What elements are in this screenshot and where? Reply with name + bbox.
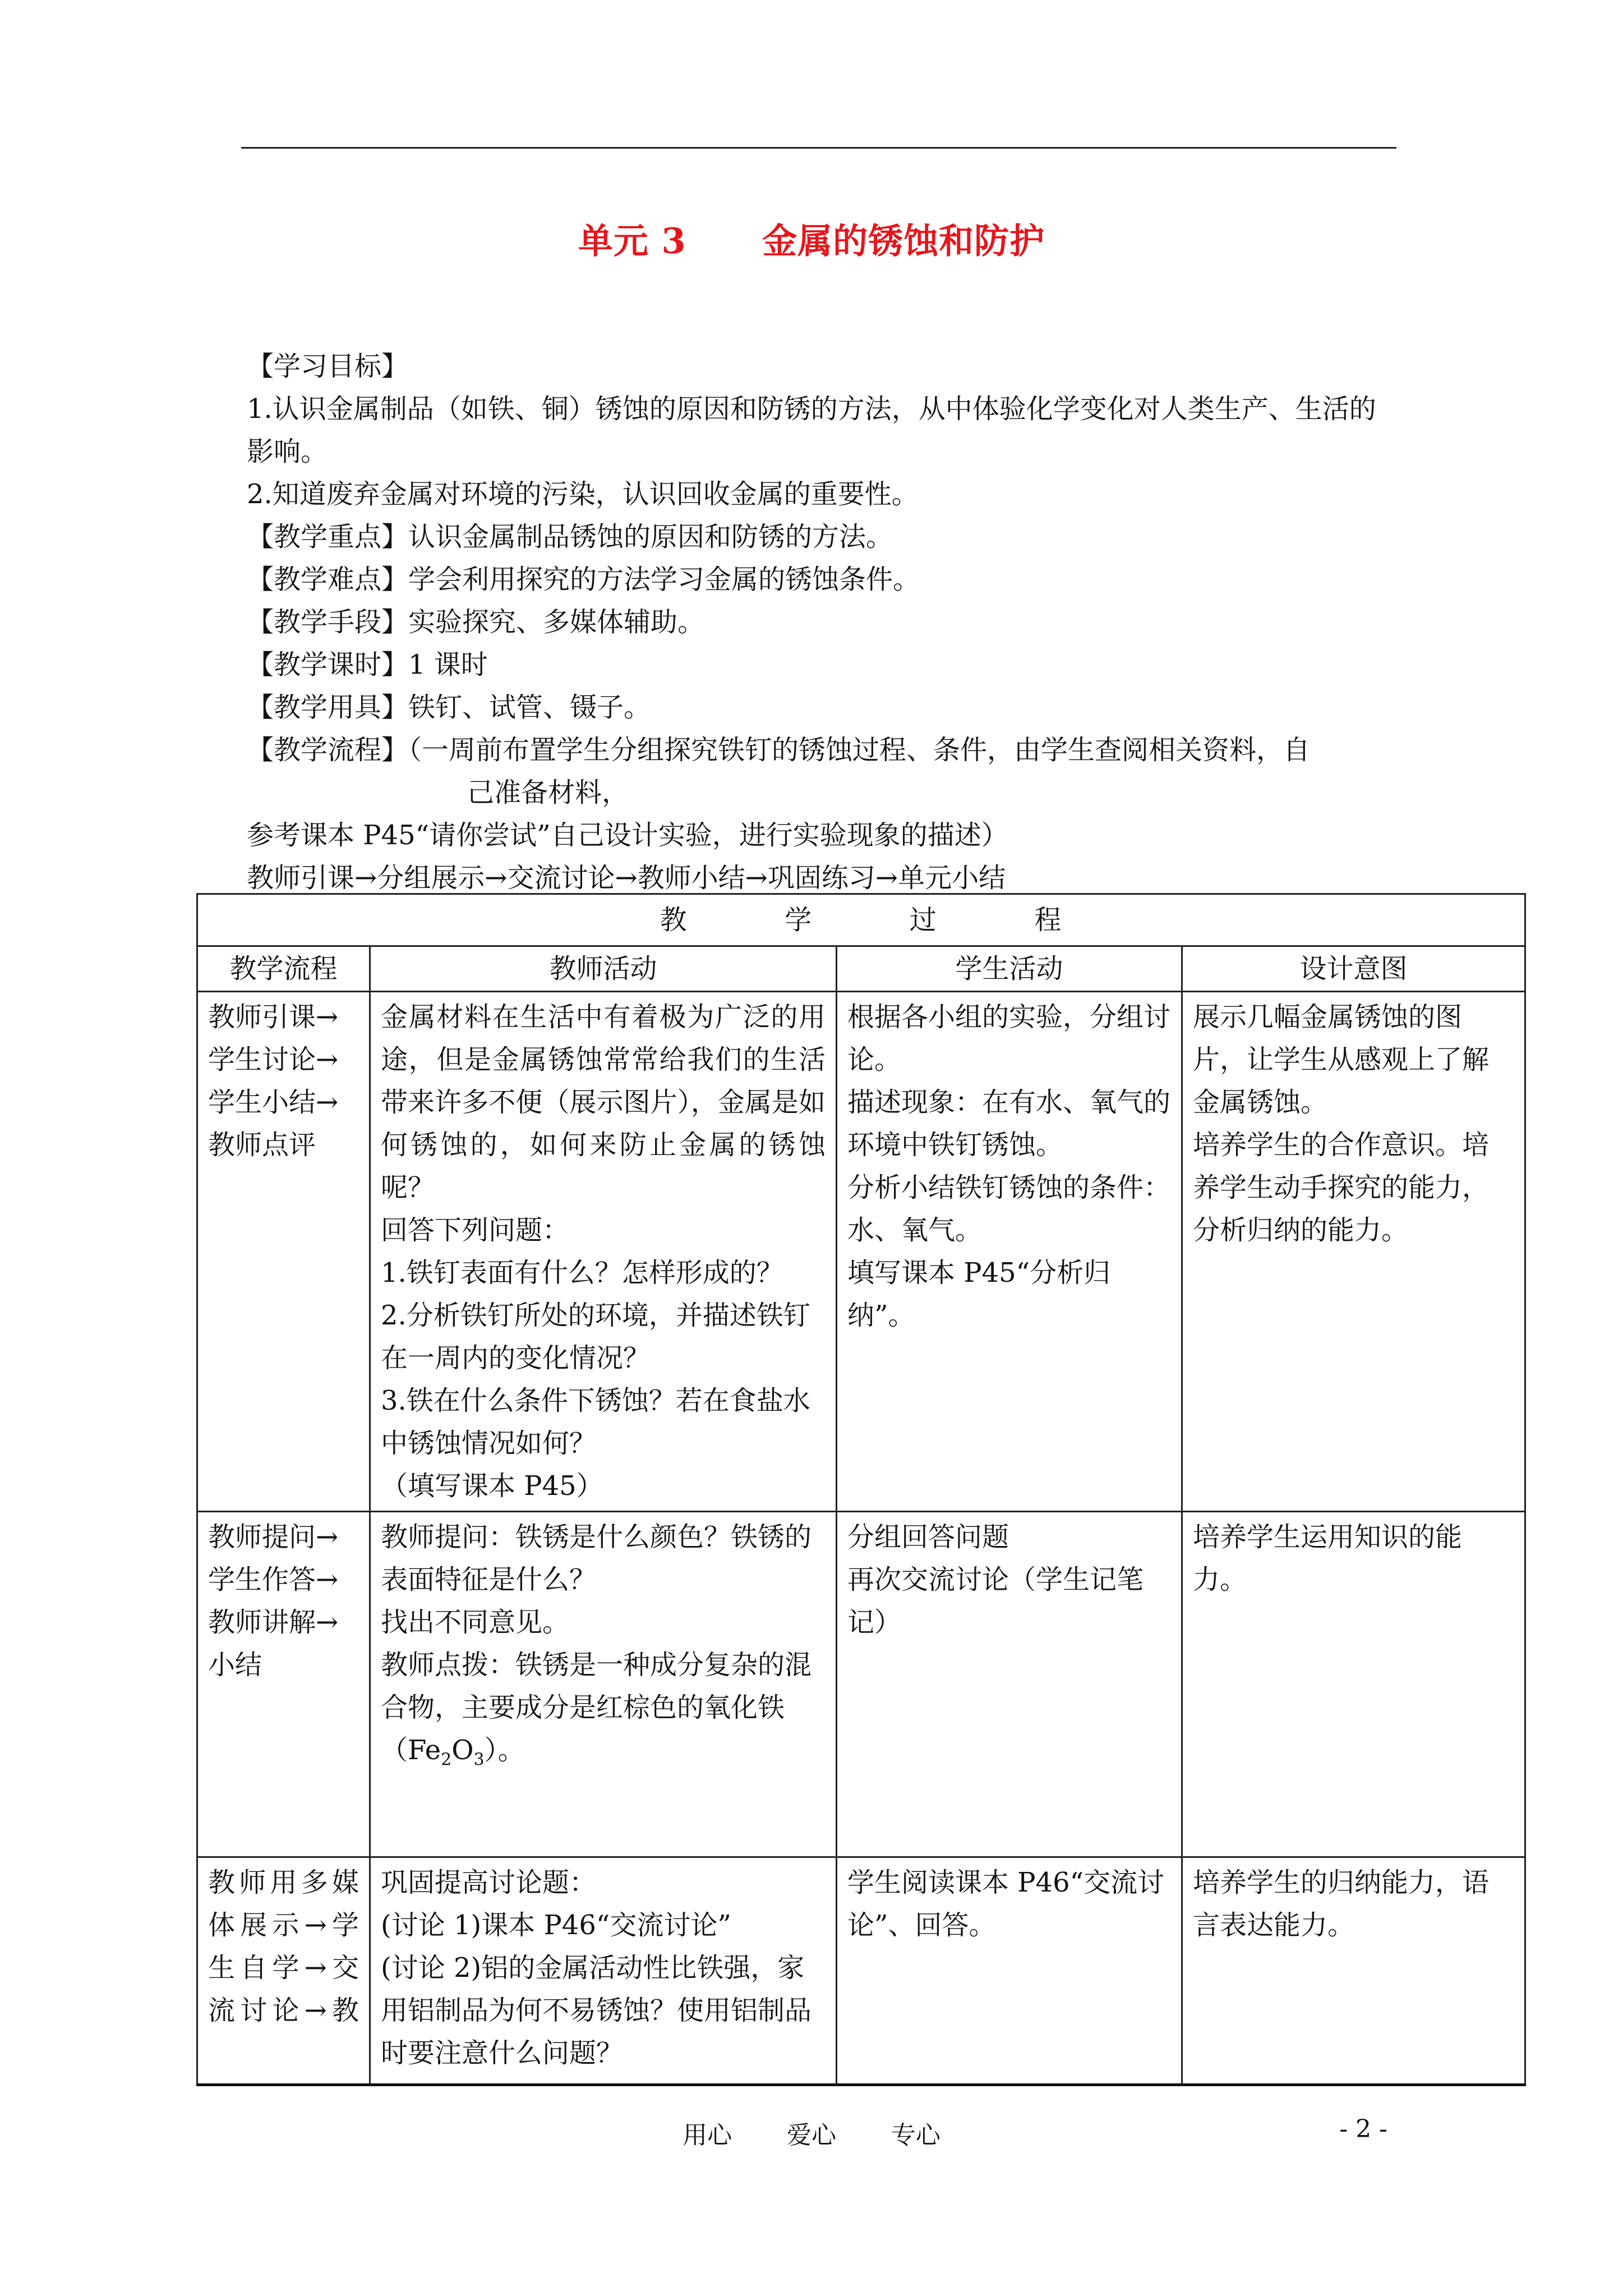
row3-flow: 教师用多媒体展示→学生自学→交流讨论→教 bbox=[197, 1857, 370, 2085]
flow-summary: 教师引课→分组展示→交流讨论→教师小结→巩固练习→单元小结 bbox=[247, 862, 1006, 894]
page-title: 单元 3 金属的锈蚀和防护 bbox=[578, 220, 1045, 261]
row1-student: 根据各小组的实验，分组讨论。 描述现象：在有水、氧气的环境中铁钉锈蚀。 分析小结铁钉锈蚀的条件：水、氧气。 填写课本 P45“分析归纳”。 bbox=[837, 992, 1182, 1512]
page-number: - 2 - bbox=[1339, 2115, 1387, 2143]
header-rule bbox=[241, 147, 1396, 149]
lesson-intro bbox=[247, 345, 1402, 899]
footer-motto: 用心 爱心 专心 bbox=[683, 2121, 940, 2150]
teaching-tools: 【教学用具】铁钉、试管、镊子。 bbox=[247, 692, 651, 723]
header-flow: 教学流程 bbox=[197, 946, 370, 992]
objective-2: 2.知道废弃金属对环境的污染，认识回收金属的重要性。 bbox=[247, 478, 919, 510]
header-intent: 设计意图 bbox=[1182, 946, 1525, 992]
process-line-2: 己准备材料， bbox=[467, 777, 629, 808]
row1-intent: 展示几幅金属锈蚀的图片，让学生从感观上了解金属锈蚀。 培养学生的合作意识。培养学生动手探究的能力，分析归纳的能力。 bbox=[1182, 992, 1525, 1512]
table-row bbox=[197, 992, 1525, 1512]
process-line-1: 【教学流程】（一周前布置学生分组探究铁钉的锈蚀过程、条件，由学生查阅相关资料，自 bbox=[247, 734, 1311, 766]
header-student: 学生活动 bbox=[837, 946, 1182, 992]
table-row bbox=[197, 1857, 1525, 2085]
row3-intent: 培养学生的归纳能力，语言表达能力。 bbox=[1182, 1857, 1525, 2085]
row3-teacher: 巩固提高讨论题： (讨论 1)课本 P46“交流讨论” (讨论 2)铝的金属活动性比铁强，家用铝制品为何不易锈蚀？使用铝制品时要注意什么问题？ bbox=[370, 1857, 837, 2085]
teaching-process-table bbox=[196, 893, 1526, 2086]
table-caption-row bbox=[197, 894, 1525, 946]
process-line-3: 参考课本 P45“请你尝试”自己设计实验，进行实验现象的描述） bbox=[247, 820, 1008, 851]
rust-explanation: 教师点拨：铁锈是一种成分复杂的混合物，主要成分是红棕色的氧化铁$(Fe_2O_3)$。 bbox=[381, 1649, 812, 1770]
teaching-hours: 【教学课时】1 课时 bbox=[247, 649, 488, 680]
table-caption: 教 学 过 程 bbox=[197, 894, 1525, 946]
header-teacher: 教师活动 bbox=[370, 946, 837, 992]
teaching-means: 【教学手段】实验探究、多媒体辅助。 bbox=[247, 606, 705, 638]
key-point: 【教学重点】认识金属制品锈蚀的原因和防锈的方法。 bbox=[247, 521, 893, 553]
objectives-heading: 【学习目标】 bbox=[247, 351, 409, 382]
row1-flow: 教师引课→学生讨论→学生小结→教师点评 bbox=[197, 992, 370, 1512]
row1-teacher: 金属材料在生活中有着极为广泛的用途，但是金属锈蚀常常给我们的生活带来许多不便（展示图片），金属是如何锈蚀的，如何来防止金属的锈蚀呢？ 回答下列问题： 1.铁钉表面有什么？怎样形成的？ 2.分析铁钉所处的环境，并描述铁钉在一周内的变化情况？ 3.铁在什么条件下锈蚀？若在食盐水中锈蚀情况如何？ （填写课本 P45） bbox=[370, 992, 837, 1512]
table-header-row bbox=[197, 946, 1525, 992]
objective-1: 1.认识金属制品（如铁、铜）锈蚀的原因和防锈的方法，从中体验化学变化对人类生产、生活的影响。 bbox=[247, 393, 1376, 467]
table-row bbox=[197, 1512, 1525, 1857]
row2-teacher: 教师提问：铁锈是什么颜色？铁锈的表面特征是什么？ 找出不同意见。 教师点拨：铁锈是一种成分复杂的混合物，主要成分是红棕色的氧化铁$(Fe_2O_3)$。 bbox=[370, 1512, 837, 1857]
row2-intent: 培养学生运用知识的能力。 bbox=[1182, 1512, 1525, 1857]
row2-flow: 教师提问→学生作答→教师讲解→小结 bbox=[197, 1512, 370, 1857]
row3-student: 学生阅读课本 P46“交流讨论”、回答。 bbox=[837, 1857, 1182, 2085]
row2-student: 分组回答问题 再次交流讨论（学生记笔记） bbox=[837, 1512, 1182, 1857]
difficulty: 【教学难点】学会利用探究的方法学习金属的锈蚀条件。 bbox=[247, 564, 920, 595]
